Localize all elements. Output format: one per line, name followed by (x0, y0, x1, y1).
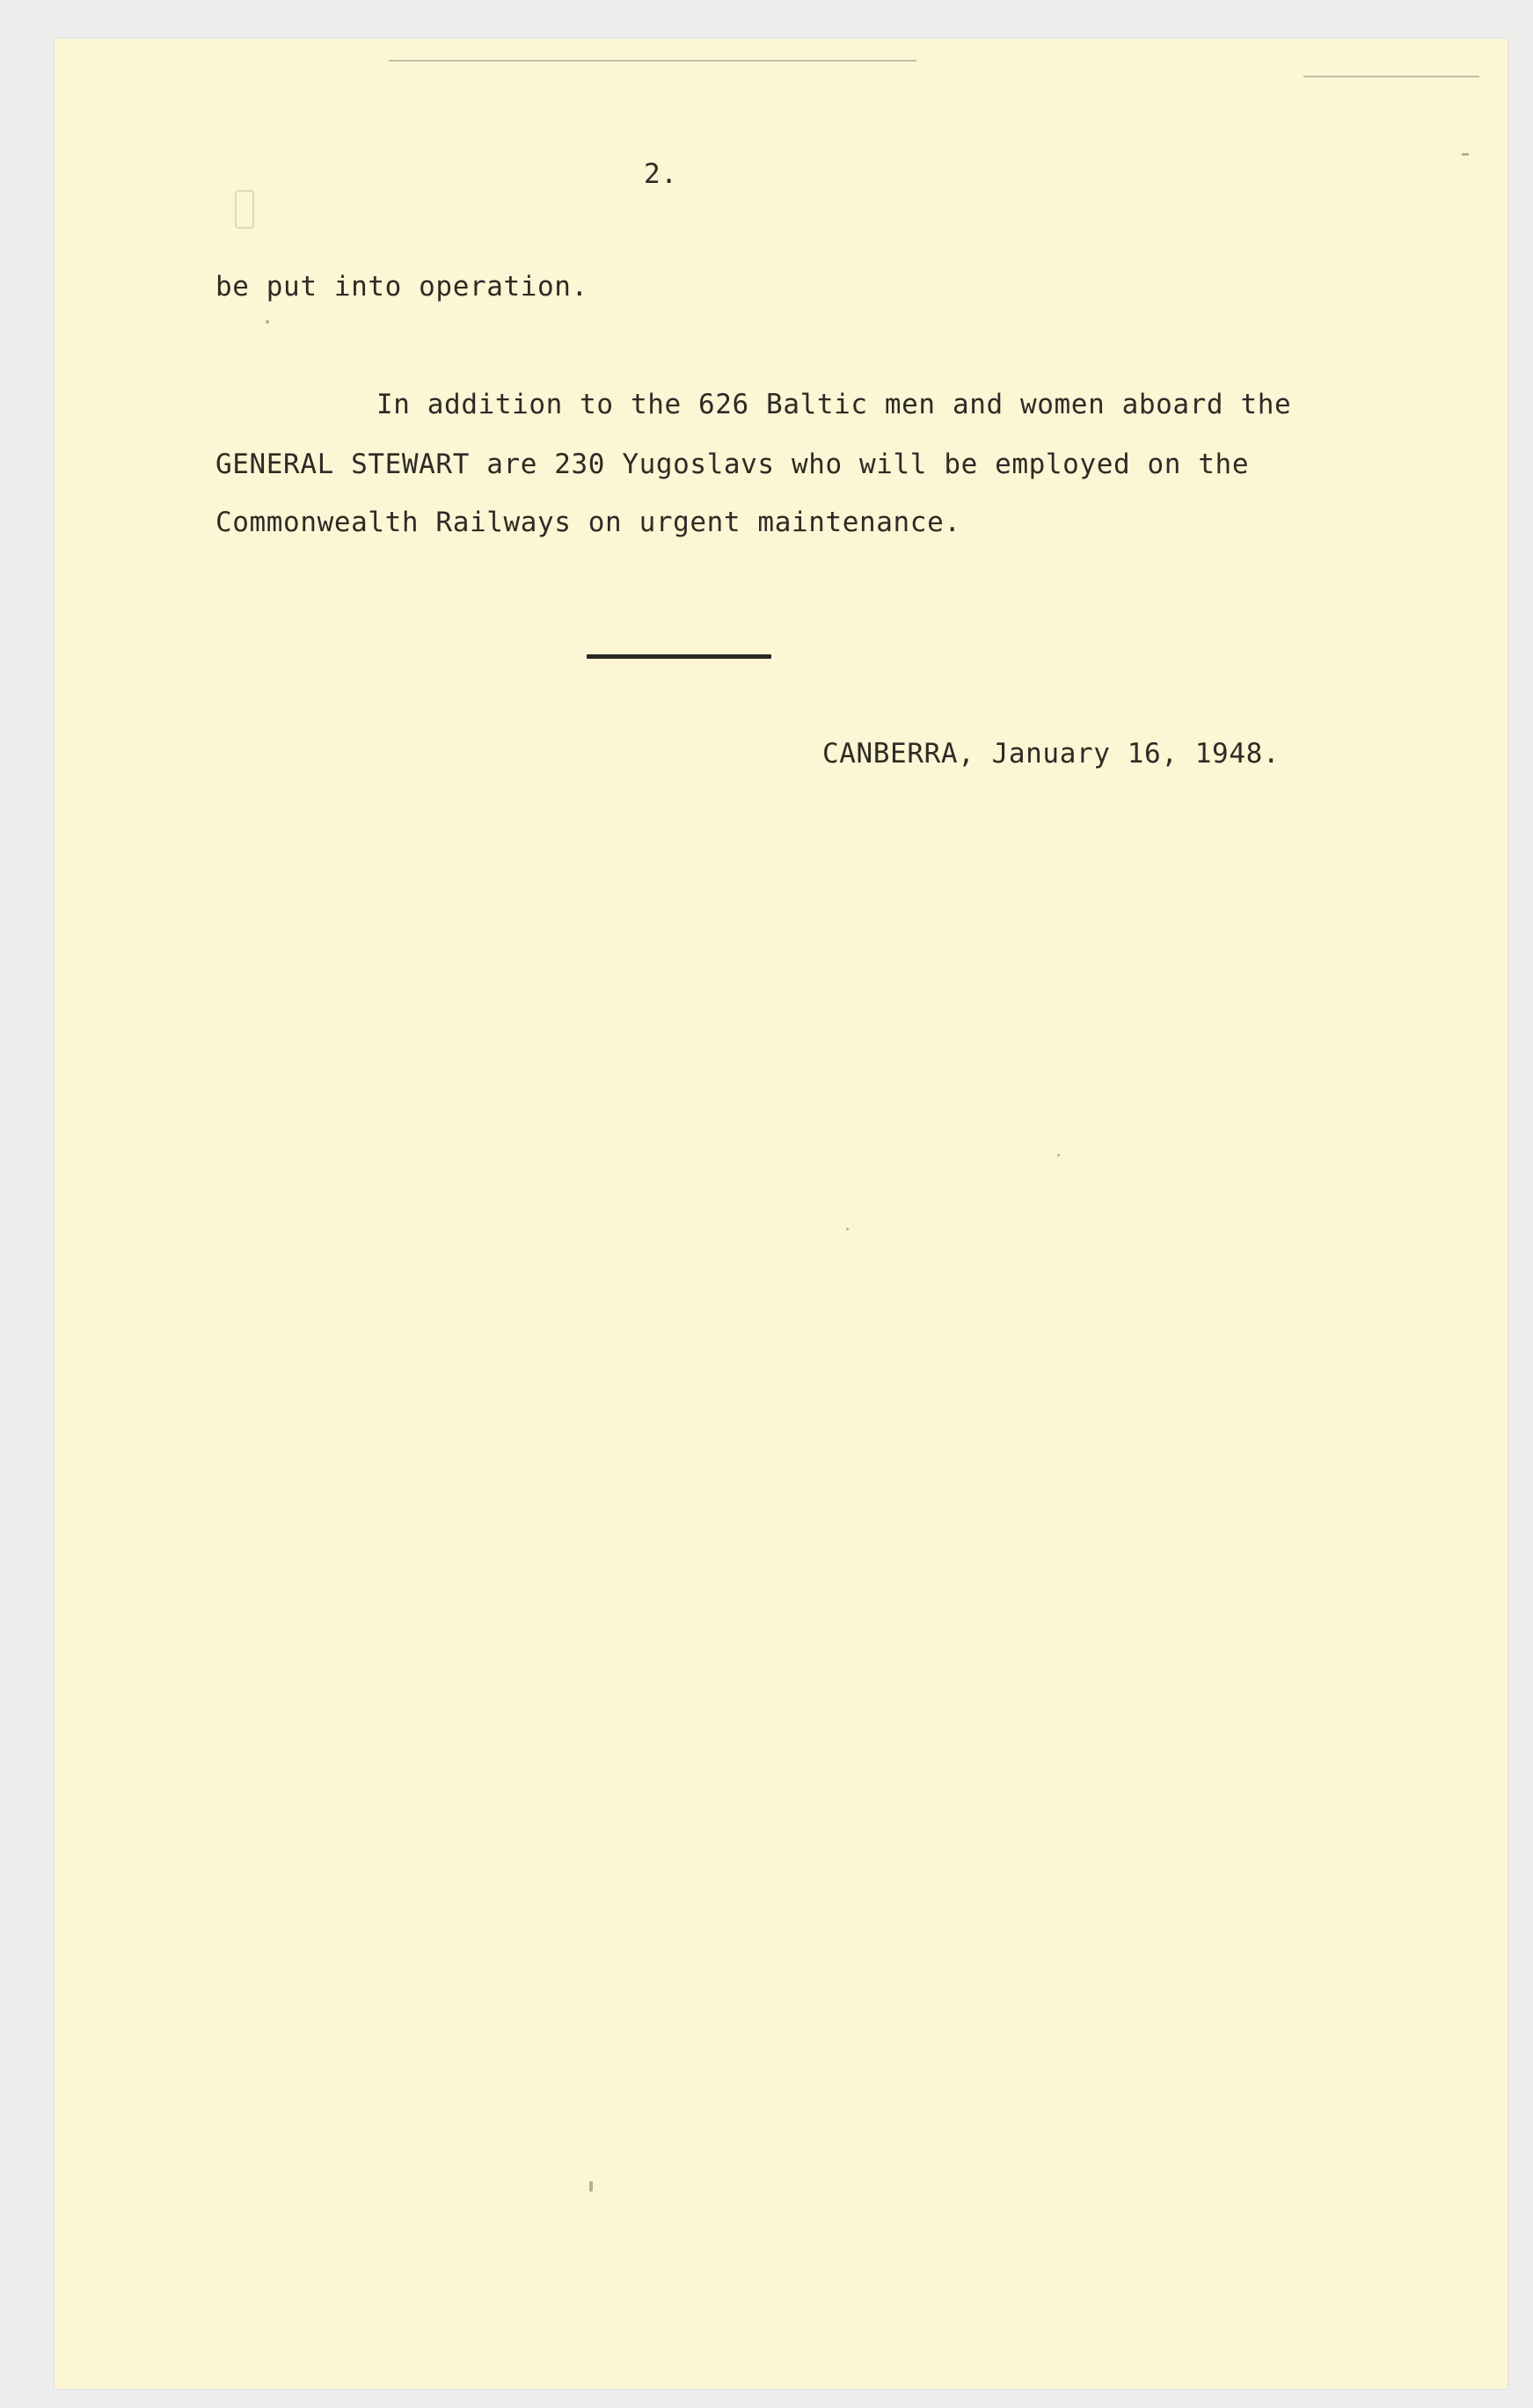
place-and-date: CANBERRA, January 16, 1948. (822, 738, 1281, 770)
paper-speck (266, 320, 269, 324)
paragraph-continuation: be put into operation. (215, 271, 588, 303)
paper-speck (589, 2181, 593, 2192)
page-number: 2. (644, 158, 678, 190)
paragraph-line: In addition to the 626 Baltic men and women aboard the (376, 389, 1292, 420)
separator-rule (587, 654, 771, 659)
faded-stamp-mark (235, 190, 254, 229)
paragraph-line: Commonwealth Railways on urgent maintenance. (215, 507, 961, 538)
top-edge-smudge (389, 60, 916, 62)
paper-speck (846, 1228, 849, 1230)
paper-speck (1057, 1154, 1060, 1157)
paper-speck (1462, 153, 1469, 156)
paragraph-line: GENERAL STEWART are 230 Yugoslavs who will be employed on the (215, 449, 1250, 480)
document-page (55, 39, 1507, 2389)
top-edge-smudge (1303, 76, 1479, 77)
